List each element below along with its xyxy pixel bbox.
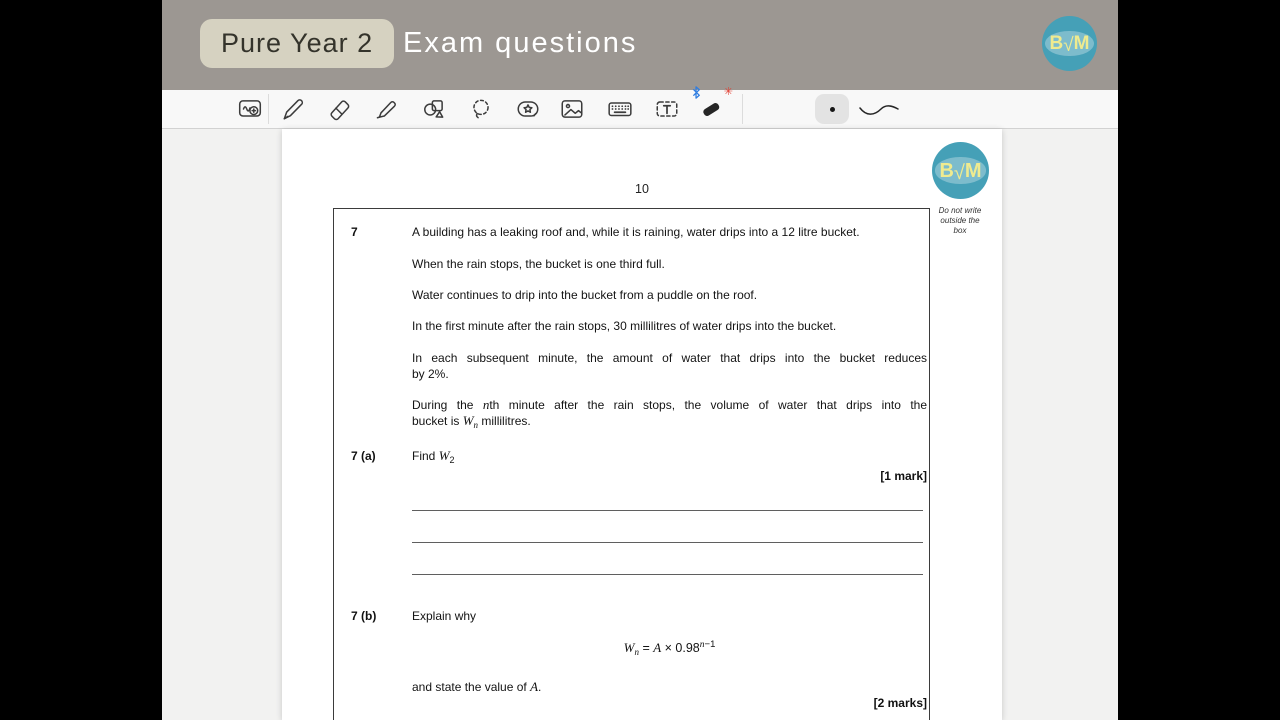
notebook-badge bbox=[200, 19, 394, 68]
laser-pointer-tool-icon[interactable] bbox=[697, 86, 733, 123]
pdf-page[interactable] bbox=[282, 129, 1002, 720]
document-area bbox=[162, 129, 1118, 720]
page-number: 10 bbox=[635, 182, 649, 196]
eraser-tool-icon[interactable] bbox=[326, 95, 354, 123]
question-paragraph-row bbox=[334, 350, 929, 382]
app-window bbox=[162, 0, 1118, 720]
answer-line[interactable] bbox=[412, 542, 923, 543]
question-paragraph-line: During the nth minute after the rain stops, the volume of water that drips into the bbox=[412, 397, 927, 412]
sticker-tool-icon[interactable] bbox=[514, 95, 542, 123]
image-tool-icon[interactable] bbox=[558, 95, 586, 123]
bvm-logo bbox=[1042, 16, 1097, 71]
part-a-label: 7 (a) bbox=[351, 449, 376, 463]
laser-burst-icon: ✳ bbox=[723, 86, 733, 98]
stroke-preview-button[interactable] bbox=[856, 99, 902, 124]
question-paragraph-line: bucket is $W_n$ millilitres. bbox=[412, 413, 531, 430]
formula-row bbox=[334, 637, 929, 660]
keyboard-tool-icon[interactable] bbox=[606, 95, 634, 123]
part-b-statement: and state the value of A. bbox=[412, 679, 542, 694]
answer-line[interactable] bbox=[412, 510, 923, 511]
shapes-tool-icon[interactable] bbox=[420, 95, 448, 123]
toolbar-separator bbox=[742, 94, 743, 124]
marks-label: [2 marks] bbox=[873, 696, 927, 710]
part-a-row bbox=[334, 448, 929, 468]
question-paragraph-row bbox=[334, 397, 929, 433]
bvm-page-logo-text: B√M bbox=[939, 159, 982, 184]
part-b-label: 7 (b) bbox=[351, 609, 377, 623]
question-paragraph-row bbox=[334, 287, 929, 303]
question-box bbox=[333, 208, 930, 720]
question-paragraph-row bbox=[334, 256, 929, 272]
marks-label: [1 mark] bbox=[880, 469, 927, 483]
question-paragraph: In the first minute after the rain stops, 30 millilitres of water drips into the bucket. bbox=[412, 319, 837, 333]
question-paragraph-line: by 2%. bbox=[412, 367, 449, 381]
question-paragraph: When the rain stops, the bucket is one third full. bbox=[412, 257, 665, 271]
question-paragraph-row bbox=[334, 318, 929, 334]
answer-line[interactable] bbox=[412, 574, 923, 575]
part-b-row bbox=[334, 608, 929, 624]
question-paragraph: Water continues to drip into the bucket from a puddle on the roof. bbox=[412, 288, 758, 302]
question-number: 7 bbox=[351, 225, 358, 239]
app-header bbox=[162, 0, 1118, 90]
part-b-marks-row bbox=[334, 695, 929, 711]
part-a-prompt: Find $W_2$ bbox=[412, 448, 455, 465]
highlighter-tool-icon[interactable] bbox=[373, 95, 401, 123]
text-tool-icon[interactable] bbox=[653, 95, 681, 123]
bvm-logo-text: B√M bbox=[1049, 33, 1090, 56]
page-title: Exam questions bbox=[403, 27, 638, 59]
bvm-page-logo bbox=[932, 142, 989, 199]
drawing-toolbar bbox=[162, 86, 1118, 129]
part-b-statement-row bbox=[334, 679, 929, 695]
lasso-tool-icon[interactable] bbox=[467, 95, 495, 123]
formula: $W_n = A \times 0.98^{n-1}$ bbox=[623, 639, 716, 657]
bluetooth-icon bbox=[691, 86, 702, 99]
notebook-badge-label: Pure Year 2 bbox=[221, 28, 374, 58]
zoom-window-tool-icon[interactable] bbox=[236, 95, 264, 123]
pen-tool-icon[interactable] bbox=[279, 95, 307, 123]
part-a-marks-row bbox=[334, 468, 929, 484]
margin-note: Do not write outside the box bbox=[938, 206, 982, 235]
question-paragraph: A building has a leaking roof and, while it is raining, water drips into a 12 litre bucket. bbox=[412, 225, 860, 239]
toolbar-separator bbox=[268, 94, 269, 124]
stroke-size-button[interactable] bbox=[815, 94, 849, 124]
question-intro bbox=[334, 224, 929, 240]
stroke-size-dot bbox=[830, 107, 835, 112]
question-paragraph-line: In each subsequent minute, the amount of water that drips into the bucket reduces bbox=[412, 351, 927, 365]
part-b-prompt: Explain why bbox=[412, 609, 477, 623]
